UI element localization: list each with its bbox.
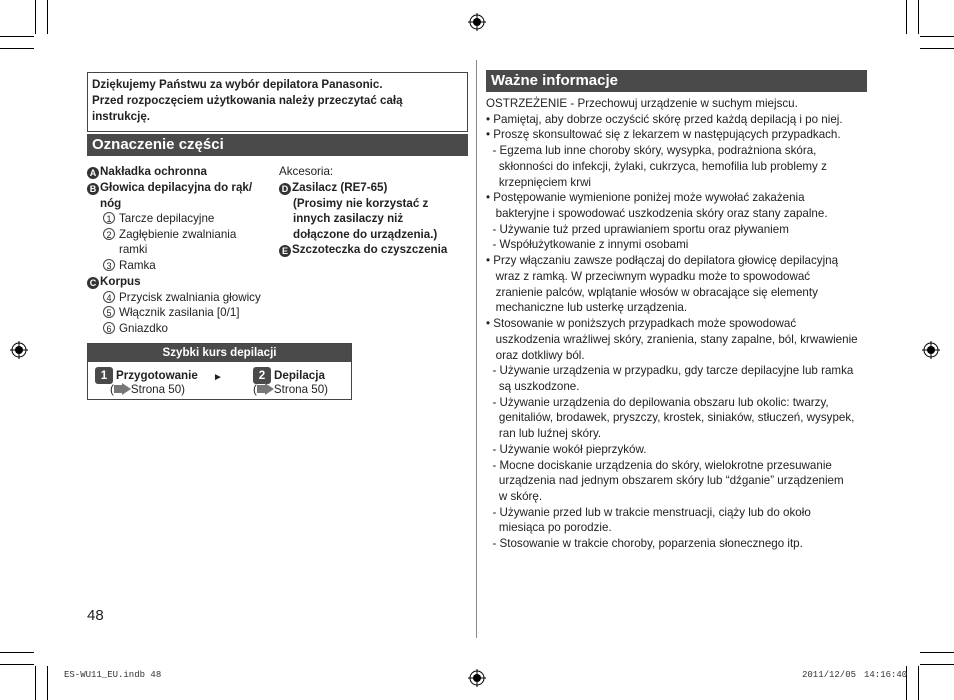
- part-e: [279, 242, 447, 258]
- crop-mark: [0, 48, 34, 49]
- info-line: genitaliów, brodawek, pryszczy, krostek, siniaków, stłuczeń, wysypek,: [486, 411, 855, 425]
- crop-mark: [920, 36, 954, 37]
- number-1-icon: 1: [103, 212, 115, 224]
- info-line: - Używanie urządzenia w przypadku, gdy tarcze depilacyjne lub ramka: [486, 364, 854, 378]
- info-line: uszkodzenia wrażliwej skóry, zranienia, stany zapalne, ból, krwawienie: [486, 332, 858, 346]
- info-line: bakteryjne i spowodować uszkodzenia skóry oraz stany zapalne.: [486, 207, 828, 221]
- part-c6: [103, 321, 168, 337]
- page-number: 48: [87, 607, 104, 624]
- crop-mark: [918, 0, 919, 34]
- part-b: [87, 180, 252, 196]
- crop-mark: [35, 666, 36, 700]
- next-arrow-icon: ►: [213, 372, 223, 383]
- quick-course-title: Szybki kurs depilacji: [88, 344, 351, 362]
- quick-course-box: [87, 343, 352, 400]
- info-line: - Egzema lub inne choroby skóry, wysypka, podrażniona skóra,: [486, 144, 817, 158]
- part-b1-label: Tarcze depilacyjne: [119, 212, 215, 225]
- info-line: urządzenia nad jednym obszarem skóry lub “dźganie” urządzeniem: [486, 474, 844, 488]
- info-line: OSTRZEŻENIE - Przechowuj urządzenie w suchym miejscu.: [486, 97, 798, 110]
- part-b-label-cont: nóg: [100, 197, 122, 210]
- step-1-ref[interactable]: [110, 383, 185, 396]
- part-b2-label-cont: ramki: [119, 243, 148, 256]
- number-4-icon: 4: [103, 291, 115, 303]
- info-line: - Używanie tuż przed uprawianiem sportu oraz pływaniem: [486, 222, 789, 236]
- crop-mark: [47, 666, 48, 700]
- part-d-note: (Prosimy nie korzystać z: [293, 197, 429, 210]
- part-c4-label: Przycisk zwalniania głowicy: [119, 291, 261, 304]
- info-line: - Współużytkowanie z innymi osobami: [486, 238, 689, 252]
- info-line: ran lub luźnej skóry.: [486, 427, 602, 441]
- part-c-label: Korpus: [100, 275, 141, 288]
- info-section-title: Ważne informacje: [486, 70, 867, 92]
- info-line: są uszkodzone.: [486, 379, 580, 393]
- part-d-label: Zasilacz (RE7-65): [292, 181, 388, 194]
- number-5-icon: 5: [103, 306, 115, 318]
- page-ref-arrow-icon: [122, 383, 131, 395]
- accessories-label: Akcesoria:: [279, 165, 334, 178]
- step-number: 1: [95, 367, 113, 384]
- crop-mark: [906, 0, 907, 34]
- crop-mark: [918, 666, 919, 700]
- column-divider: [476, 60, 477, 638]
- part-a: [87, 164, 207, 180]
- step-label: Przygotowanie: [116, 369, 198, 382]
- crop-mark: [920, 48, 954, 49]
- page-ref-arrow-icon: [257, 385, 265, 393]
- part-b-label: Głowica depilacyjna do rąk/: [100, 181, 253, 194]
- info-line: skłonności do infekcji, żylaki, cukrzyca, hemofilia lub problemy z: [486, 159, 827, 173]
- part-d: [279, 180, 387, 196]
- part-d-note: innych zasilaczy niż: [293, 212, 404, 225]
- step-1: [95, 367, 198, 384]
- step-2-ref[interactable]: [253, 383, 328, 396]
- page-ref-arrow-icon: [265, 383, 274, 395]
- intro-line: Przed rozpoczęciem użytkowania należy przeczytać całą: [92, 94, 403, 107]
- info-line: • Pamiętaj, aby dobrze oczyścić skórę przed każdą depilacją i po niej.: [486, 112, 843, 126]
- info-line: wraz z ramką. W przeciwnym wypadku może to spowodować: [486, 269, 811, 283]
- part-c6-label: Gniazdko: [119, 322, 168, 335]
- info-line: • Przy włączaniu zawsze podłączaj do depilatora głowicę depilacyjną: [486, 254, 839, 268]
- info-line: zranienie palców, wplątanie włosów w obracające się elementy: [486, 285, 818, 299]
- page-ref-arrow-icon: [114, 385, 122, 393]
- part-b3: [103, 258, 156, 274]
- info-line: - Stosowanie w trakcie choroby, poparzenia słonecznego itp.: [486, 537, 803, 551]
- crop-mark: [47, 0, 48, 34]
- part-b1: [103, 211, 214, 227]
- number-6-icon: 6: [103, 322, 115, 334]
- part-c4: [103, 290, 261, 306]
- intro-line: instrukcję.: [92, 110, 150, 123]
- registration-mark-icon: [922, 341, 940, 359]
- footer-file: ES-WU11_EU.indb 48: [64, 670, 162, 680]
- footer-date: 2011/12/05: [802, 670, 857, 680]
- info-line: krzepnięciem krwi: [486, 175, 592, 189]
- letter-c-icon: C: [87, 277, 99, 289]
- letter-d-icon: D: [279, 183, 291, 195]
- step-label: Depilacja: [274, 369, 325, 382]
- letter-a-icon: A: [87, 167, 99, 179]
- part-d-note: dołączone do urządzenia.): [293, 228, 438, 241]
- part-b2: [103, 227, 236, 243]
- crop-mark: [920, 664, 954, 665]
- part-c: [87, 274, 141, 290]
- step-2: [253, 367, 325, 384]
- crop-mark: [35, 0, 36, 34]
- footer-time: 14:16:40: [864, 670, 908, 680]
- info-line: • Postępowanie wymienione poniżej może wywołać zakażenia: [486, 191, 805, 205]
- info-line: - Używanie urządzenia do depilowania obszaru lub okolic: twarzy,: [486, 395, 829, 409]
- info-line: • Proszę skonsultować się z lekarzem w następujących przypadkach.: [486, 128, 841, 142]
- ref-text: Strona 50): [130, 383, 186, 396]
- number-2-icon: 2: [103, 228, 115, 240]
- crop-mark: [920, 652, 954, 653]
- crop-mark: [0, 652, 34, 653]
- number-3-icon: 3: [103, 259, 115, 271]
- intro-line: Dziękujemy Państwu za wybór depilatora Panasonic.: [92, 78, 383, 91]
- ref-paren: (: [110, 383, 114, 396]
- info-line: mechaniczne lub usterkę urządzenia.: [486, 301, 688, 315]
- ref-text: Strona 50): [273, 383, 329, 396]
- part-c5-label: Włącznik zasilania [0/1]: [119, 306, 240, 319]
- step-number: 2: [253, 367, 271, 384]
- info-line: oraz dotkliwy ból.: [486, 348, 585, 362]
- info-line: - Używanie wokół pieprzyków.: [486, 442, 647, 456]
- letter-b-icon: B: [87, 183, 99, 195]
- info-line: - Mocne dociskanie urządzenia do skóry, wielokrotne przesuwanie: [486, 458, 832, 472]
- intro-box: [87, 72, 468, 132]
- registration-mark-icon: [468, 13, 486, 31]
- info-line: - Używanie przed lub w trakcie menstruacji, ciąży lub do około: [486, 505, 811, 519]
- registration-mark-icon: [10, 341, 28, 359]
- letter-e-icon: E: [279, 245, 291, 257]
- parts-section-title: Oznaczenie części: [87, 134, 468, 156]
- ref-paren: (: [253, 383, 257, 396]
- info-line: miesiąca po porodzie.: [486, 521, 612, 535]
- crop-mark: [0, 36, 34, 37]
- part-b2-label: Zagłębienie zwalniania: [119, 228, 237, 241]
- crop-mark: [0, 664, 34, 665]
- registration-mark-icon: [468, 669, 486, 687]
- info-line: • Stosowanie w poniższych przypadkach może spowodować: [486, 317, 797, 331]
- part-a-label: Nakładka ochronna: [100, 165, 207, 178]
- part-b3-label: Ramka: [119, 259, 156, 272]
- part-c5: [103, 305, 240, 321]
- part-e-label: Szczoteczka do czyszczenia: [292, 243, 448, 256]
- info-line: w skórę.: [486, 490, 543, 503]
